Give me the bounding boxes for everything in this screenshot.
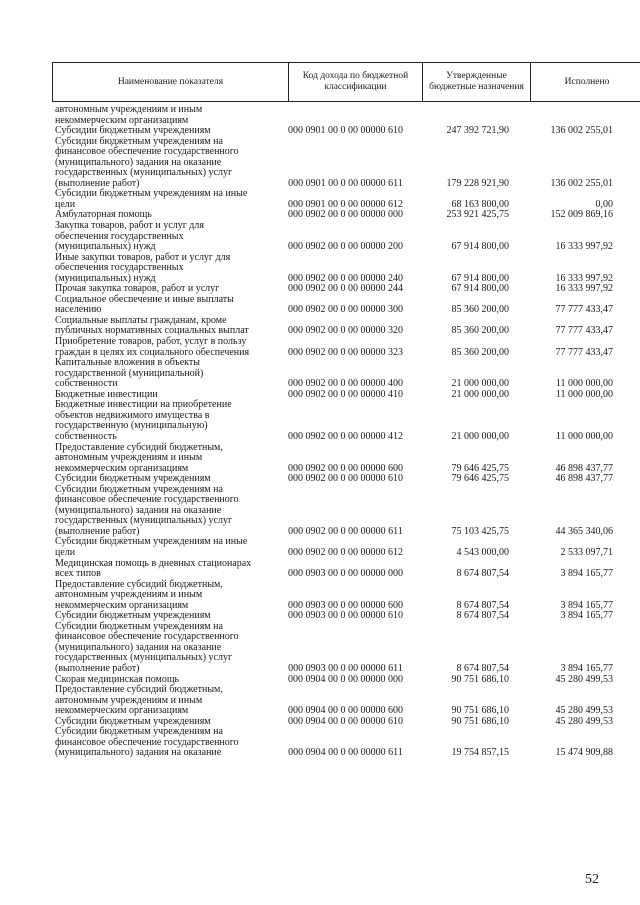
row-code: 000 0903 00 0 00 00000 000 bbox=[288, 568, 403, 580]
row-executed: 77 777 433,47 bbox=[555, 346, 613, 358]
row-name bbox=[52, 295, 282, 316]
row-approved: 19 754 857,15 bbox=[451, 747, 509, 759]
row-approved: 90 751 686,10 bbox=[451, 715, 509, 727]
row-name-line: (муниципального) задания на оказание bbox=[55, 504, 222, 516]
row-name-line: (выполнение работ) bbox=[55, 525, 140, 537]
budget-report-sheet bbox=[52, 62, 615, 759]
row-name-line: (муниципального) задания на оказание bbox=[55, 747, 222, 759]
page-number: 52 bbox=[585, 872, 599, 887]
table-row bbox=[52, 295, 615, 316]
row-approved: 21 000 000,00 bbox=[451, 388, 509, 400]
row-name bbox=[52, 189, 282, 210]
row-name bbox=[52, 727, 282, 759]
row-code: 000 0903 00 0 00 00000 611 bbox=[288, 662, 403, 674]
row-name-line: Субсидии бюджетным учреждениям bbox=[55, 610, 211, 622]
row-executed: 16 333 997,92 bbox=[555, 272, 613, 284]
row-name-line: Медицинская помощь в дневных стационарах bbox=[55, 557, 252, 569]
row-name-line: Капитальные вложения в объекты bbox=[55, 357, 200, 369]
row-name-line: государственной (муниципальной) bbox=[55, 367, 204, 379]
header-name: Наименование показателя bbox=[53, 63, 289, 102]
row-executed: 16 333 997,92 bbox=[555, 241, 613, 253]
row-name-line: Прочая закупка товаров, работ и услуг bbox=[55, 283, 220, 295]
row-executed: 44 365 340,06 bbox=[555, 525, 613, 537]
row-name bbox=[52, 443, 282, 475]
row-approved: 85 360 200,00 bbox=[451, 325, 509, 337]
row-executed: 152 009 869,16 bbox=[550, 209, 613, 221]
row-executed: 136 002 255,01 bbox=[550, 125, 613, 137]
row-name-line: публичных нормативных социальных выплат bbox=[55, 325, 249, 337]
row-executed: 11 000 000,00 bbox=[555, 388, 613, 400]
row-executed: 11 000 000,00 bbox=[555, 378, 613, 390]
row-approved: 8 674 807,54 bbox=[456, 568, 509, 580]
row-executed: 3 894 165,77 bbox=[560, 568, 613, 580]
row-name-line: автономным учреждениям и иным bbox=[55, 589, 203, 601]
row-name-line: цели bbox=[55, 198, 76, 210]
row-name-line: Бюджетные инвестиции на приобретение bbox=[55, 399, 232, 411]
row-code: 000 0903 00 0 00 00000 610 bbox=[288, 610, 403, 622]
row-approved: 79 646 425,75 bbox=[451, 462, 509, 474]
row-code: 000 0902 00 0 00 00000 323 bbox=[288, 346, 403, 358]
row-approved: 247 392 721,90 bbox=[446, 125, 509, 137]
row-approved: 21 000 000,00 bbox=[451, 430, 509, 442]
row-name-line: некоммерческим организациям bbox=[55, 599, 189, 611]
row-approved: 67 914 800,00 bbox=[451, 241, 509, 253]
row-name-line: Социальные выплаты гражданам, кроме bbox=[55, 314, 227, 326]
row-name bbox=[52, 485, 282, 538]
table-row bbox=[52, 537, 615, 558]
row-name-line: (выполнение работ) bbox=[55, 177, 140, 189]
row-approved: 8 674 807,54 bbox=[456, 662, 509, 674]
row-name-line: (муниципального) задания на оказание bbox=[55, 156, 222, 168]
table-row bbox=[52, 727, 615, 759]
row-name bbox=[52, 537, 282, 558]
row-name-line: некоммерческим организациям bbox=[55, 462, 189, 474]
table-row bbox=[52, 189, 615, 210]
row-name-line: финансовое обеспечение государственного bbox=[55, 494, 239, 506]
row-name-line: автономным учреждениям и иным bbox=[55, 452, 203, 464]
row-name-line: обеспечения государственных bbox=[55, 230, 184, 242]
row-name-line: финансовое обеспечение государственного bbox=[55, 736, 239, 748]
row-approved: 8 674 807,54 bbox=[456, 599, 509, 611]
row-executed: 46 898 437,77 bbox=[555, 473, 613, 485]
row-name bbox=[52, 221, 282, 253]
row-name-line: Субсидии бюджетным учреждениям на bbox=[55, 135, 223, 147]
row-name bbox=[52, 580, 282, 612]
row-executed: 3 894 165,77 bbox=[560, 599, 613, 611]
row-executed: 77 777 433,47 bbox=[555, 304, 613, 316]
row-code: 000 0904 00 0 00 00000 610 bbox=[288, 715, 403, 727]
row-name-line: (выполнение работ) bbox=[55, 662, 140, 674]
row-code: 000 0902 00 0 00 00000 400 bbox=[288, 378, 403, 390]
row-code: 000 0901 00 0 00 00000 611 bbox=[288, 177, 403, 189]
row-name-line: Бюджетные инвестиции bbox=[55, 388, 158, 400]
row-executed: 46 898 437,77 bbox=[555, 462, 613, 474]
row-approved: 90 751 686,10 bbox=[451, 673, 509, 685]
row-executed: 136 002 255,01 bbox=[550, 177, 613, 189]
row-code: 000 0901 00 0 00 00000 612 bbox=[288, 198, 403, 210]
row-code: 000 0902 00 0 00 00000 300 bbox=[288, 304, 403, 316]
table-row bbox=[52, 253, 615, 285]
row-code: 000 0902 00 0 00 00000 610 bbox=[288, 473, 403, 485]
row-name bbox=[52, 400, 282, 442]
row-approved: 75 103 425,75 bbox=[451, 525, 509, 537]
row-name-line: некоммерческим организациям bbox=[55, 705, 189, 717]
table-row bbox=[52, 622, 615, 675]
table-row bbox=[52, 137, 615, 190]
row-name-line: Предоставление субсидий бюджетным, bbox=[55, 441, 223, 453]
row-code: 000 0901 00 0 00 00000 610 bbox=[288, 125, 403, 137]
row-name-line: Предоставление субсидий бюджетным, bbox=[55, 578, 223, 590]
row-approved: 85 360 200,00 bbox=[451, 346, 509, 358]
row-name-line: Иные закупки товаров, работ и услуг для bbox=[55, 251, 231, 263]
row-executed: 11 000 000,00 bbox=[555, 430, 613, 442]
row-name bbox=[52, 559, 282, 580]
row-code: 000 0904 00 0 00 00000 611 bbox=[288, 747, 403, 759]
row-name-line: граждан в целях их социального обеспечения bbox=[55, 346, 250, 358]
row-name-line: (муниципального) задания на оказание bbox=[55, 641, 222, 653]
row-name-line: автономным учреждениям и иным bbox=[55, 104, 203, 115]
row-executed: 45 280 499,53 bbox=[555, 715, 613, 727]
row-code: 000 0904 00 0 00 00000 600 bbox=[288, 705, 403, 717]
row-name-line: обеспечения государственных bbox=[55, 262, 184, 274]
row-name-line: государственных (муниципальных) услуг bbox=[55, 515, 233, 527]
row-name-line: Субсидии бюджетным учреждениям bbox=[55, 473, 211, 485]
row-name-line: (муниципальных) нужд bbox=[55, 241, 156, 253]
header-executed: Исполнено bbox=[531, 63, 640, 102]
row-name bbox=[52, 105, 282, 126]
row-code: 000 0902 00 0 00 00000 412 bbox=[288, 430, 403, 442]
row-name-line: некоммерческим организациям bbox=[55, 114, 189, 126]
table-row bbox=[52, 400, 615, 442]
row-name bbox=[52, 137, 282, 190]
row-name-line: государственных (муниципальных) услуг bbox=[55, 652, 233, 664]
row-approved: 21 000 000,00 bbox=[451, 378, 509, 390]
row-name-line: Приобретение товаров, работ, услуг в пользу bbox=[55, 336, 247, 348]
table-row bbox=[52, 580, 615, 612]
row-name-line: Скорая медицинская помощь bbox=[55, 673, 180, 685]
row-approved: 67 914 800,00 bbox=[451, 283, 509, 295]
table-row bbox=[52, 358, 615, 390]
row-name bbox=[52, 337, 282, 358]
row-approved: 68 163 800,00 bbox=[451, 198, 509, 210]
table-row bbox=[52, 337, 615, 358]
row-name-line: цели bbox=[55, 546, 76, 558]
row-name-line: Субсидии бюджетным учреждениям на bbox=[55, 620, 223, 632]
row-name-line: собственности bbox=[55, 378, 118, 390]
table-row bbox=[52, 485, 615, 538]
row-name-line: населению bbox=[55, 304, 102, 316]
row-code: 000 0904 00 0 00 00000 000 bbox=[288, 673, 403, 685]
table-row bbox=[52, 105, 615, 126]
row-approved: 179 228 921,90 bbox=[446, 177, 509, 189]
header-approved: Утвержденные бюджетные назначения bbox=[423, 63, 531, 102]
row-name-line: финансовое обеспечение государственного bbox=[55, 631, 239, 643]
table-row bbox=[52, 316, 615, 337]
row-name-line: Закупка товаров, работ и услуг для bbox=[55, 220, 204, 232]
row-approved: 253 921 425,75 bbox=[446, 209, 509, 221]
row-approved: 85 360 200,00 bbox=[451, 304, 509, 316]
row-name-line: собственность bbox=[55, 430, 117, 442]
row-code: 000 0902 00 0 00 00000 244 bbox=[288, 283, 403, 295]
table-row bbox=[52, 443, 615, 475]
row-executed: 2 533 097,71 bbox=[560, 546, 613, 558]
row-approved: 8 674 807,54 bbox=[456, 610, 509, 622]
row-executed: 45 280 499,53 bbox=[555, 705, 613, 717]
row-name bbox=[52, 358, 282, 390]
row-code: 000 0902 00 0 00 00000 240 bbox=[288, 272, 403, 284]
row-name-line: (муниципальных) нужд bbox=[55, 272, 156, 284]
row-name-line: Предоставление субсидий бюджетным, bbox=[55, 684, 223, 696]
row-executed: 77 777 433,47 bbox=[555, 325, 613, 337]
row-name-line: Социальное обеспечение и иные выплаты bbox=[55, 293, 234, 305]
row-code: 000 0902 00 0 00 00000 612 bbox=[288, 546, 403, 558]
row-executed: 3 894 165,77 bbox=[560, 610, 613, 622]
table-row bbox=[52, 559, 615, 580]
row-name-line: государственную (муниципальную) bbox=[55, 420, 208, 432]
row-executed: 15 474 909,88 bbox=[555, 747, 613, 759]
row-executed: 0,00 bbox=[595, 198, 613, 210]
row-name-line: объектов недвижимого имущества в bbox=[55, 409, 210, 421]
row-executed: 45 280 499,53 bbox=[555, 673, 613, 685]
row-approved: 90 751 686,10 bbox=[451, 705, 509, 717]
row-name-line: Амбулаторная помощь bbox=[55, 209, 152, 221]
row-name bbox=[52, 253, 282, 285]
row-code: 000 0903 00 0 00 00000 600 bbox=[288, 599, 403, 611]
header-code: Код дохода по бюджетной классификации bbox=[289, 63, 423, 102]
row-name-line: финансовое обеспечение государственного bbox=[55, 146, 239, 158]
table-header bbox=[52, 62, 640, 102]
row-name bbox=[52, 622, 282, 675]
row-name bbox=[52, 316, 282, 337]
row-code: 000 0902 00 0 00 00000 200 bbox=[288, 241, 403, 253]
row-approved: 4 543 000,00 bbox=[456, 546, 509, 558]
row-name-line: государственных (муниципальных) услуг bbox=[55, 167, 233, 179]
row-name-line: Субсидии бюджетным учреждениям на иные bbox=[55, 188, 248, 200]
row-name-line: Субсидии бюджетным учреждениям на bbox=[55, 726, 223, 738]
row-code: 000 0902 00 0 00 00000 611 bbox=[288, 525, 403, 537]
row-code: 000 0902 00 0 00 00000 410 bbox=[288, 388, 403, 400]
row-code: 000 0902 00 0 00 00000 000 bbox=[288, 209, 403, 221]
row-name-line: автономным учреждениям и иным bbox=[55, 694, 203, 706]
table-row bbox=[52, 221, 615, 253]
row-name-line: Субсидии бюджетным учреждениям bbox=[55, 715, 211, 727]
row-executed: 3 894 165,77 bbox=[560, 662, 613, 674]
table-body bbox=[52, 105, 615, 759]
row-code: 000 0902 00 0 00 00000 600 bbox=[288, 462, 403, 474]
row-approved: 79 646 425,75 bbox=[451, 473, 509, 485]
row-approved: 67 914 800,00 bbox=[451, 272, 509, 284]
row-name-line: всех типов bbox=[55, 568, 101, 580]
row-name bbox=[52, 685, 282, 717]
row-name-line: Субсидии бюджетным учреждениям bbox=[55, 125, 211, 137]
table-row bbox=[52, 685, 615, 717]
row-name-line: Субсидии бюджетным учреждениям на иные bbox=[55, 536, 248, 548]
row-code: 000 0902 00 0 00 00000 320 bbox=[288, 325, 403, 337]
row-name-line: Субсидии бюджетным учреждениям на bbox=[55, 483, 223, 495]
row-executed: 16 333 997,92 bbox=[555, 283, 613, 295]
